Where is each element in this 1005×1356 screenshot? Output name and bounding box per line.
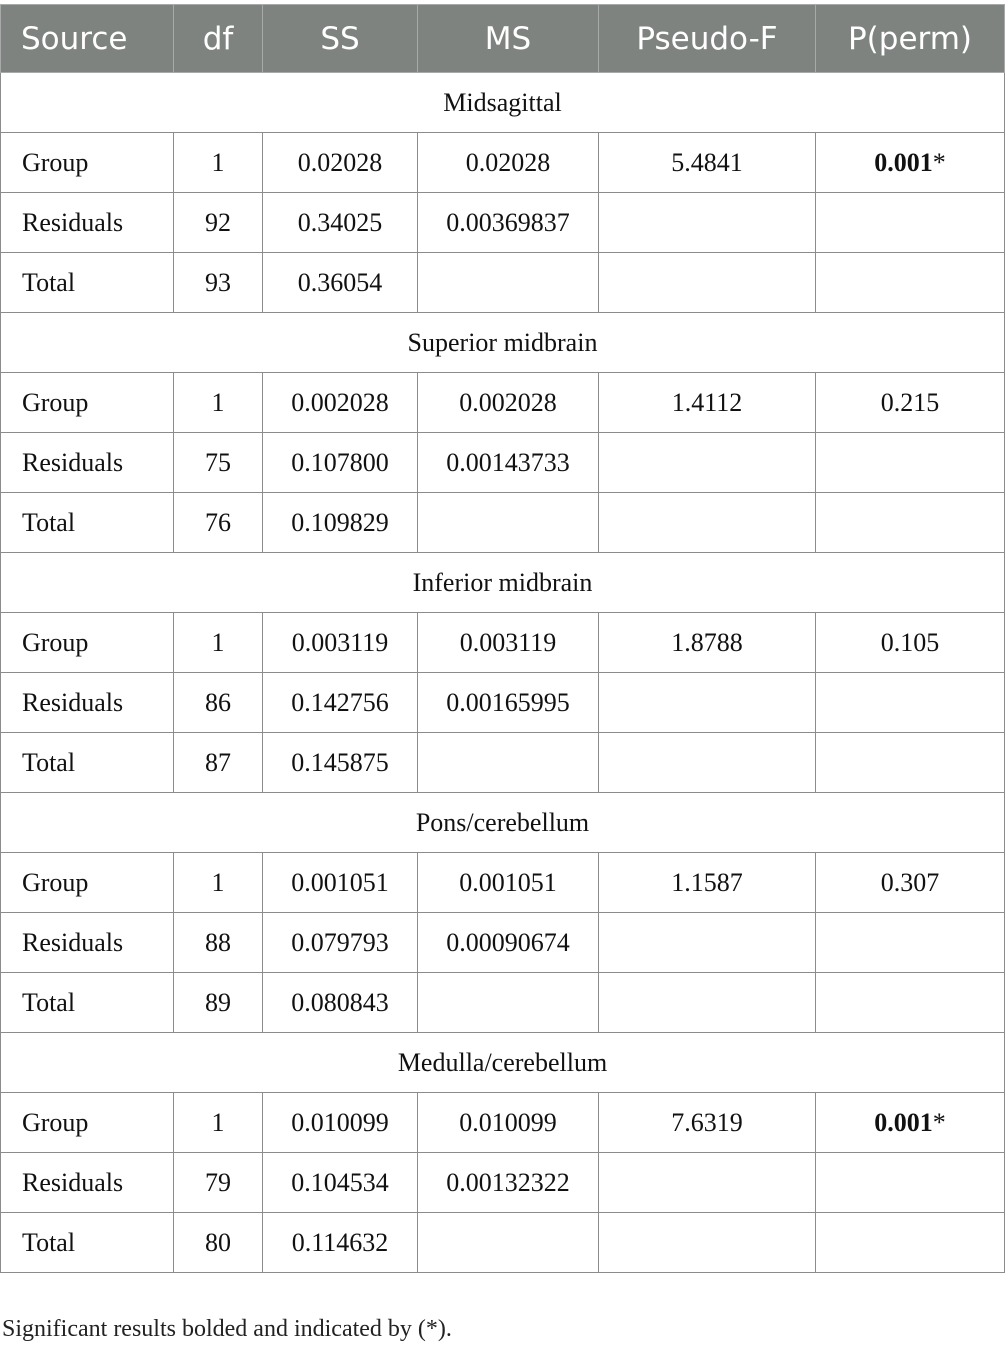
table-row xyxy=(1,133,1005,193)
cell-ss: 0.142756 xyxy=(263,673,418,733)
cell-source: Total xyxy=(1,733,174,793)
cell-ms: 0.00369837 xyxy=(418,193,599,253)
cell-df: 1 xyxy=(174,1093,263,1153)
header-ms: MS xyxy=(418,5,599,73)
cell-pseudo-f xyxy=(599,733,816,793)
header-ss: SS xyxy=(263,5,418,73)
cell-ss: 0.104534 xyxy=(263,1153,418,1213)
cell-source: Group xyxy=(1,1093,174,1153)
header-df: df xyxy=(174,5,263,73)
cell-ss: 0.002028 xyxy=(263,373,418,433)
cell-ms: 0.02028 xyxy=(418,133,599,193)
section-header-row xyxy=(1,793,1005,853)
cell-ms: 0.00132322 xyxy=(418,1153,599,1213)
cell-p-perm xyxy=(816,253,1005,313)
cell-source: Total xyxy=(1,973,174,1033)
cell-ss: 0.34025 xyxy=(263,193,418,253)
cell-p-perm xyxy=(816,913,1005,973)
cell-p-perm xyxy=(816,973,1005,1033)
cell-df: 1 xyxy=(174,853,263,913)
cell-df: 89 xyxy=(174,973,263,1033)
cell-p-perm xyxy=(816,1213,1005,1273)
cell-source: Residuals xyxy=(1,193,174,253)
cell-pseudo-f xyxy=(599,253,816,313)
cell-ss: 0.145875 xyxy=(263,733,418,793)
cell-ms: 0.010099 xyxy=(418,1093,599,1153)
cell-ss: 0.114632 xyxy=(263,1213,418,1273)
cell-pseudo-f xyxy=(599,973,816,1033)
cell-ss: 0.079793 xyxy=(263,913,418,973)
table-header xyxy=(1,5,1005,73)
cell-df: 93 xyxy=(174,253,263,313)
table-row xyxy=(1,673,1005,733)
cell-ms: 0.00165995 xyxy=(418,673,599,733)
cell-pseudo-f xyxy=(599,433,816,493)
cell-pseudo-f: 1.1587 xyxy=(599,853,816,913)
anova-table xyxy=(0,4,1005,1273)
p-value: 0.215 xyxy=(880,387,940,417)
cell-ss: 0.001051 xyxy=(263,853,418,913)
cell-ss: 0.003119 xyxy=(263,613,418,673)
table-row xyxy=(1,193,1005,253)
cell-df: 1 xyxy=(174,373,263,433)
cell-pseudo-f xyxy=(599,1213,816,1273)
significance-marker: * xyxy=(932,1107,946,1137)
p-value: 0.001 xyxy=(874,147,933,177)
cell-source: Total xyxy=(1,253,174,313)
cell-df: 79 xyxy=(174,1153,263,1213)
cell-ms: 0.001051 xyxy=(418,853,599,913)
cell-p-perm xyxy=(816,493,1005,553)
cell-pseudo-f xyxy=(599,673,816,733)
cell-pseudo-f: 1.8788 xyxy=(599,613,816,673)
cell-ss: 0.010099 xyxy=(263,1093,418,1153)
cell-pseudo-f: 7.6319 xyxy=(599,1093,816,1153)
significance-marker: * xyxy=(932,147,946,177)
table-row xyxy=(1,853,1005,913)
cell-p-perm xyxy=(816,733,1005,793)
header-pseudo-f: Pseudo-F xyxy=(599,5,816,73)
cell-ms: 0.002028 xyxy=(418,373,599,433)
cell-ms xyxy=(418,493,599,553)
section-header-row xyxy=(1,1033,1005,1093)
cell-df: 80 xyxy=(174,1213,263,1273)
section-title: Pons/cerebellum xyxy=(1,793,1005,853)
table-row xyxy=(1,1213,1005,1273)
cell-source: Residuals xyxy=(1,913,174,973)
cell-ms: 0.003119 xyxy=(418,613,599,673)
cell-p-perm xyxy=(816,853,1005,913)
cell-df: 76 xyxy=(174,493,263,553)
section-header-row xyxy=(1,313,1005,373)
cell-source: Group xyxy=(1,373,174,433)
header-source: Source xyxy=(1,5,174,73)
cell-df: 1 xyxy=(174,133,263,193)
cell-p-perm xyxy=(816,613,1005,673)
cell-ms xyxy=(418,973,599,1033)
table-row xyxy=(1,973,1005,1033)
cell-ms xyxy=(418,253,599,313)
cell-df: 86 xyxy=(174,673,263,733)
cell-p-perm xyxy=(816,193,1005,253)
cell-ms: 0.00090674 xyxy=(418,913,599,973)
cell-df: 1 xyxy=(174,613,263,673)
cell-df: 87 xyxy=(174,733,263,793)
cell-df: 92 xyxy=(174,193,263,253)
header-p-perm: P(perm) xyxy=(816,5,1005,73)
table-body xyxy=(1,73,1005,1273)
cell-pseudo-f: 1.4112 xyxy=(599,373,816,433)
cell-ms: 0.00143733 xyxy=(418,433,599,493)
cell-pseudo-f xyxy=(599,1153,816,1213)
cell-p-perm xyxy=(816,1093,1005,1153)
cell-pseudo-f xyxy=(599,493,816,553)
cell-p-perm xyxy=(816,133,1005,193)
cell-p-perm xyxy=(816,373,1005,433)
cell-source: Total xyxy=(1,493,174,553)
section-title: Inferior midbrain xyxy=(1,553,1005,613)
p-value: 0.307 xyxy=(880,867,940,897)
cell-ms xyxy=(418,733,599,793)
cell-pseudo-f: 5.4841 xyxy=(599,133,816,193)
cell-ss: 0.36054 xyxy=(263,253,418,313)
table-row xyxy=(1,1153,1005,1213)
cell-source: Residuals xyxy=(1,433,174,493)
table-row xyxy=(1,1093,1005,1153)
section-title: Superior midbrain xyxy=(1,313,1005,373)
cell-ss: 0.109829 xyxy=(263,493,418,553)
section-header-row xyxy=(1,73,1005,133)
p-value: 0.001 xyxy=(874,1107,933,1137)
cell-pseudo-f xyxy=(599,913,816,973)
table-row xyxy=(1,493,1005,553)
cell-source: Group xyxy=(1,133,174,193)
table-row xyxy=(1,253,1005,313)
table-row xyxy=(1,613,1005,673)
cell-df: 88 xyxy=(174,913,263,973)
section-title: Midsagittal xyxy=(1,73,1005,133)
section-header-row xyxy=(1,553,1005,613)
cell-ss: 0.080843 xyxy=(263,973,418,1033)
cell-source: Residuals xyxy=(1,673,174,733)
cell-source: Total xyxy=(1,1213,174,1273)
cell-ss: 0.107800 xyxy=(263,433,418,493)
table-row xyxy=(1,733,1005,793)
cell-ss: 0.02028 xyxy=(263,133,418,193)
cell-source: Residuals xyxy=(1,1153,174,1213)
cell-df: 75 xyxy=(174,433,263,493)
cell-p-perm xyxy=(816,1153,1005,1213)
table-footnote: Significant results bolded and indicated by (*). xyxy=(2,1316,452,1342)
cell-source: Group xyxy=(1,613,174,673)
p-value: 0.105 xyxy=(880,627,940,657)
header-row xyxy=(1,5,1005,73)
cell-pseudo-f xyxy=(599,193,816,253)
cell-p-perm xyxy=(816,433,1005,493)
cell-ms xyxy=(418,1213,599,1273)
section-title: Medulla/cerebellum xyxy=(1,1033,1005,1093)
cell-p-perm xyxy=(816,673,1005,733)
table-row xyxy=(1,373,1005,433)
cell-source: Group xyxy=(1,853,174,913)
table-row xyxy=(1,913,1005,973)
table-row xyxy=(1,433,1005,493)
